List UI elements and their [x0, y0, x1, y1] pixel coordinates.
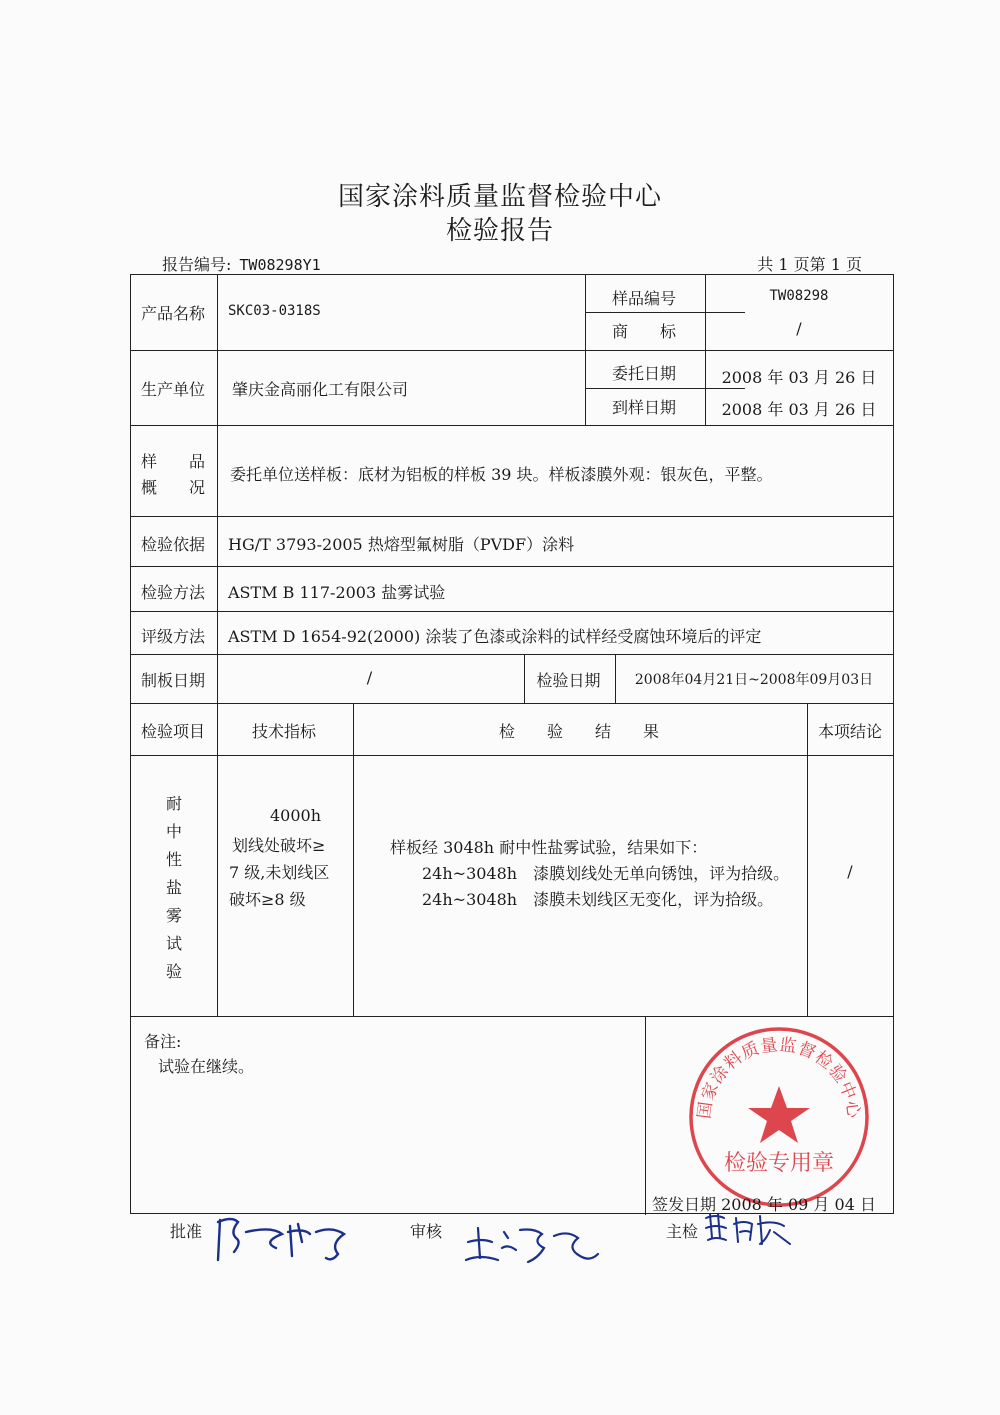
basis-label: 检验依据 [140, 535, 205, 554]
stamp-arc-text: 国家涂料质量监督检验中心 [694, 1035, 864, 1121]
sample-condition-label-1: 样 品 [140, 452, 205, 471]
spec-line: 4000h [270, 806, 322, 825]
test-date-value: 2008年04月21日~2008年09月03日 [634, 672, 874, 688]
col-conclusion-header: 本项结论 [817, 722, 882, 741]
basis-value: HG/T 3793-2005 热熔型氟树脂（PVDF）涂料 [228, 535, 575, 554]
report-number [162, 252, 321, 275]
review-label: 审核 [410, 1222, 443, 1241]
remarks-label: 备注: [144, 1032, 182, 1051]
spec-line: 7 级,未划线区 [229, 863, 330, 882]
sample-condition-value: 委托单位送样板：底材为铝板的样板 39 块。样板漆膜外观：银灰色，平整。 [230, 465, 773, 484]
trademark-label: 商 标 [611, 322, 676, 341]
commission-date-label: 委托日期 [611, 364, 676, 383]
col-item-header: 检验项目 [140, 722, 205, 741]
sample-condition-label-2: 概 况 [140, 478, 205, 497]
arrival-date-label: 到样日期 [611, 398, 676, 417]
approve-label: 批准 [170, 1222, 203, 1241]
trademark-value: / [796, 319, 802, 338]
rating-label: 评级方法 [140, 627, 205, 646]
result-line: 24h~3048h 漆膜划线处无单向锈蚀，评为拾级。 [422, 864, 790, 883]
manufacturer-value: 肇庆金高丽化工有限公司 [232, 380, 409, 399]
test-item-char: 试 [165, 934, 182, 953]
reviewer-signature [458, 1218, 608, 1270]
rating-value: ASTM D 1654-92(2000) 涂装了色漆或涂料的试样经受腐蚀环境后的评定 [228, 627, 762, 646]
board-date-value: / [366, 668, 373, 687]
col-result-header: 检 验 结 果 [498, 722, 659, 741]
official-seal-stamp [686, 1024, 872, 1210]
product-name-label: 产品名称 [140, 304, 205, 323]
arrival-date-value: 2008 年 03 月 26 日 [721, 400, 877, 419]
stamp-bottom-text: 检验专用章 [723, 1151, 835, 1176]
test-item-char: 中 [165, 822, 182, 841]
test-item-name [159, 790, 189, 986]
chief-inspector-signature [700, 1208, 810, 1252]
method-value: ASTM B 117-2003 盐雾试验 [228, 583, 446, 602]
page-info: 共 1 页第 1 页 [757, 255, 862, 274]
test-item-char: 验 [165, 962, 182, 981]
col-spec-header: 技术指标 [251, 722, 316, 741]
spec-line: 划线处破坏≥ [232, 836, 326, 855]
test-item-char: 盐 [165, 878, 182, 897]
spec-line: 破坏≥8 级 [229, 890, 306, 909]
test-date-label: 检验日期 [536, 671, 601, 690]
test-item-char: 性 [165, 850, 182, 869]
test-item-char: 耐 [165, 794, 182, 813]
report-number-label: 报告编号: [162, 255, 232, 274]
conclusion-value: / [847, 862, 853, 881]
issue-date: 签发日期 2008 年 09 月 04 日 [652, 1195, 876, 1214]
product-name-value: SKC03-0318S [228, 303, 321, 319]
approver-signature [212, 1212, 362, 1268]
result-line: 样板经 3048h 耐中性盐雾试验，结果如下： [390, 838, 708, 857]
commission-date-value: 2008 年 03 月 26 日 [721, 368, 877, 387]
stamp-star-icon [748, 1086, 810, 1143]
result-line: 24h~3048h 漆膜未划线区无变化，评为拾级。 [422, 890, 774, 909]
chief-label: 主检 [666, 1222, 699, 1241]
manufacturer-label: 生产单位 [140, 380, 205, 399]
report-subtitle: 检验报告 [445, 216, 554, 246]
sample-no-label: 样品编号 [611, 289, 676, 308]
sample-no-value: TW08298 [769, 288, 829, 304]
method-label: 检验方法 [140, 583, 205, 602]
test-item-char: 雾 [165, 906, 182, 925]
report-title: 国家涂料质量监督检验中心 [337, 182, 662, 212]
board-date-label: 制板日期 [140, 671, 205, 690]
report-number-value: TW08298Y1 [239, 256, 321, 274]
remarks-value: 试验在继续。 [158, 1057, 255, 1076]
